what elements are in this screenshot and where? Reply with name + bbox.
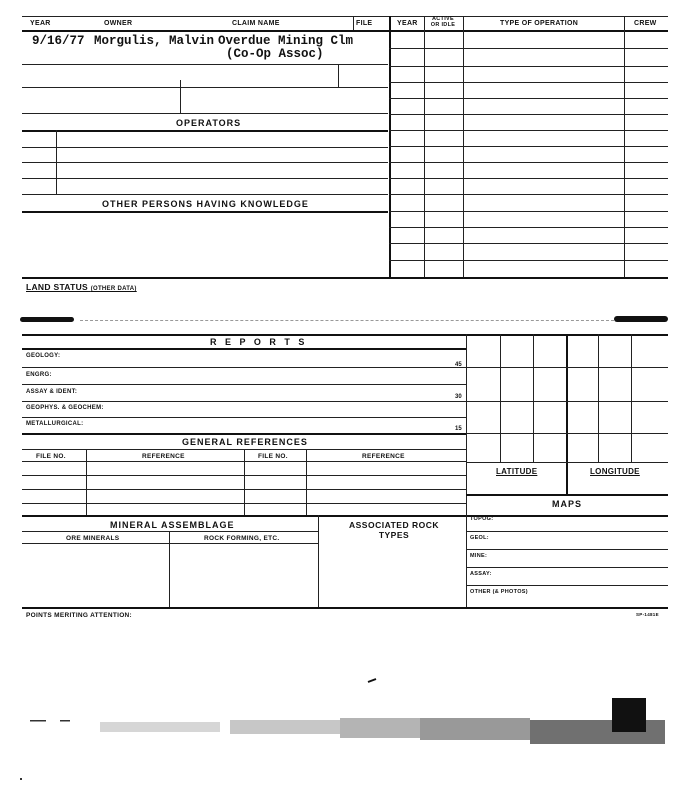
ref-col-file-no-1: FILE NO. [36, 453, 66, 460]
rule [22, 515, 668, 517]
ref-col-reference-1: REFERENCE [142, 453, 185, 460]
other-persons-heading: OTHER PERSONS HAVING KNOWLEDGE [102, 199, 309, 209]
ore-minerals-col: ORE MINERALS [66, 535, 120, 542]
report-geophys: GEOPHYS. & GEOCHEM: [26, 405, 104, 411]
report-metallurgical: METALLURGICAL: [26, 421, 84, 427]
smudge [420, 718, 530, 740]
rule [598, 334, 599, 462]
col-claim-name: CLAIM NAME [232, 20, 280, 27]
rule [466, 401, 668, 402]
rule [22, 113, 388, 114]
rule [631, 334, 632, 462]
rule [169, 531, 170, 607]
rule [22, 384, 466, 385]
rule [22, 162, 388, 163]
col-year: YEAR [30, 20, 51, 27]
rule [22, 334, 668, 336]
reports-heading: R E P O R T S [210, 337, 308, 347]
rock-forming-col: ROCK FORMING, ETC. [204, 535, 280, 542]
rule [22, 16, 668, 17]
rule [22, 178, 388, 179]
report-assay: ASSAY & IDENT: [26, 389, 78, 395]
rule [22, 348, 466, 350]
perforation-line [80, 320, 614, 321]
col-owner: OWNER [104, 20, 133, 27]
rule [22, 401, 466, 402]
rule [424, 16, 425, 278]
smudge [100, 722, 220, 732]
rule [466, 367, 668, 368]
maps-assay: ASSAY: [470, 571, 492, 577]
rule [22, 433, 466, 435]
entry-date: 9/16/77 [32, 34, 85, 48]
rule [389, 211, 668, 212]
rule [624, 16, 625, 278]
smudge [230, 720, 340, 734]
rule [22, 87, 388, 88]
rule [22, 64, 388, 65]
entry-owner: Morgulis, Malvin [94, 34, 215, 48]
report-geology: GEOLOGY: [26, 353, 61, 359]
rule [56, 130, 57, 194]
rule [389, 82, 668, 83]
rule [389, 146, 668, 147]
col-file: FILE [356, 20, 373, 27]
rule [466, 462, 668, 463]
ink-smudge [614, 316, 668, 322]
rule [353, 16, 354, 30]
report-number-45: 45 [455, 362, 462, 368]
corner-block [612, 698, 646, 732]
ref-col-file-no-2: FILE NO. [258, 453, 288, 460]
mineral-assemblage-heading: MINERAL ASSEMBLAGE [110, 520, 235, 530]
rule [318, 515, 319, 607]
entry-claim-note: (Co-Op Assoc) [226, 47, 324, 61]
latitude-label: LATITUDE [496, 467, 538, 476]
rule [22, 417, 466, 418]
rule [389, 178, 668, 179]
ink-smudge [20, 317, 74, 322]
rule [389, 194, 668, 195]
operators-heading: OPERATORS [176, 118, 242, 128]
rule [389, 66, 668, 67]
rule [389, 162, 668, 163]
rule [389, 260, 668, 261]
rule [466, 567, 668, 568]
rule [306, 449, 307, 515]
rule [389, 98, 668, 99]
rule [566, 334, 568, 494]
report-number-15: 15 [455, 426, 462, 432]
rule [389, 16, 391, 278]
rule [500, 334, 501, 462]
rule [22, 367, 466, 368]
maps-topog: TOPOG: [470, 516, 494, 522]
rule [244, 449, 245, 515]
rule [22, 277, 668, 279]
rule [466, 433, 668, 434]
rule [463, 16, 464, 278]
stray-mark [20, 778, 22, 780]
maps-other: OTHER (& PHOTOS) [470, 589, 528, 595]
rule [466, 494, 668, 496]
rule [389, 48, 668, 49]
rule [466, 585, 668, 586]
rule [389, 227, 668, 228]
land-status-label [26, 282, 137, 292]
maps-mine: MINE: [470, 553, 488, 559]
entry-claim: Overdue Mining Clm [218, 34, 354, 48]
rule [466, 549, 668, 550]
rule [466, 531, 668, 532]
col-year-2: YEAR [397, 20, 418, 27]
rule [86, 449, 87, 515]
stray-mark [30, 720, 46, 722]
rule [338, 64, 339, 87]
col-type-of-operation: TYPE OF OPERATION [500, 20, 579, 27]
maps-geol: GEOL: [470, 535, 489, 541]
land-status-sub: (OTHER DATA) [90, 286, 137, 292]
general-references-heading: GENERAL REFERENCES [182, 437, 308, 447]
rule [22, 607, 668, 609]
col-active-or-idle: ACTIVE OR IDLE [430, 16, 456, 28]
form-number: SP-1481E [636, 612, 659, 617]
report-number-30: 30 [455, 394, 462, 400]
rule [533, 334, 534, 462]
points-meriting-attention: POINTS MERITING ATTENTION: [26, 612, 133, 619]
rule [22, 194, 388, 195]
rule [180, 80, 181, 113]
rule [22, 211, 388, 213]
land-status-text: LAND STATUS [26, 282, 89, 292]
rule [389, 243, 668, 244]
report-engrg: ENGRG: [26, 372, 52, 378]
rule [22, 130, 388, 132]
smudge [340, 718, 420, 738]
rule [389, 130, 668, 131]
stray-mark [368, 679, 376, 682]
rule [22, 147, 388, 148]
col-crew: CREW [634, 20, 657, 27]
maps-heading: MAPS [552, 499, 583, 509]
rule [22, 30, 668, 32]
scan-noise [0, 660, 678, 800]
stray-mark [60, 720, 70, 722]
rule [389, 114, 668, 115]
rule [22, 543, 318, 544]
rule [22, 531, 318, 532]
associated-rock-types-heading: ASSOCIATED ROCK TYPES [349, 520, 439, 540]
longitude-label: LONGITUDE [590, 467, 640, 476]
ref-col-reference-2: REFERENCE [362, 453, 405, 460]
